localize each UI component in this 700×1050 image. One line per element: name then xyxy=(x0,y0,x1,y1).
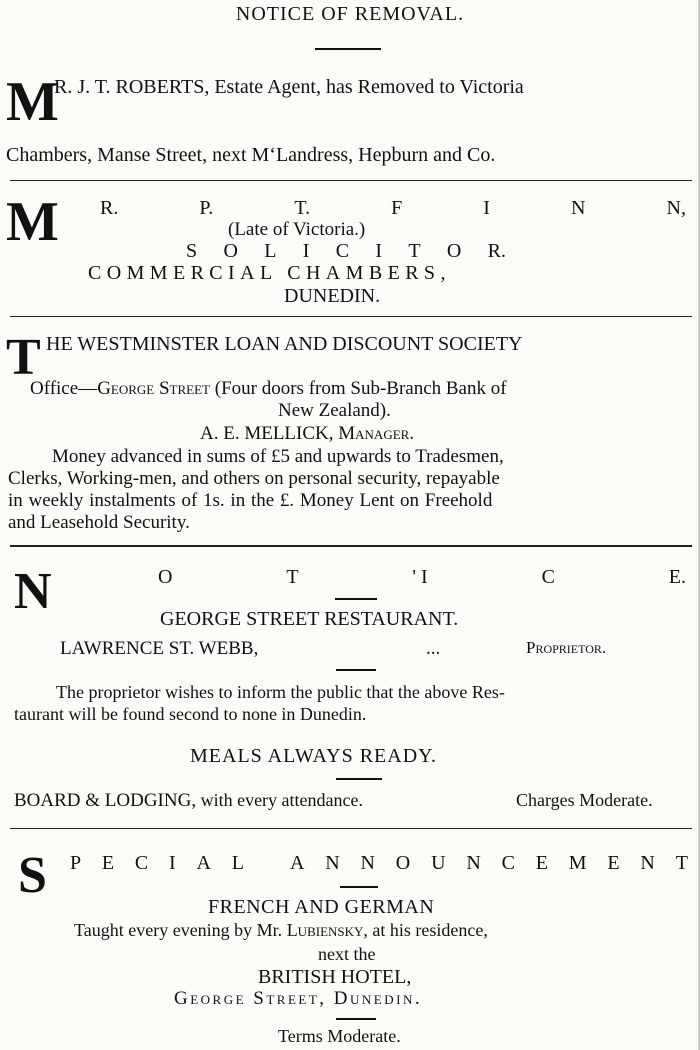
office-street: George Street xyxy=(97,378,210,399)
short-dash xyxy=(336,1018,376,1020)
heading-letter: E xyxy=(607,852,620,874)
finn-dropcap: M xyxy=(6,191,59,253)
loan-body-line4: and Leasehold Security. xyxy=(8,512,190,533)
restaurant-owner-title: Proprietor. xyxy=(526,638,607,657)
loan-office-line2: New Zealand). xyxy=(278,400,391,421)
removal-title: NOTICE OF REMOVAL. xyxy=(235,3,465,25)
notice-letter: T xyxy=(286,566,299,588)
finn-chambers: COMMERCIAL CHAMBERS, xyxy=(88,262,451,284)
finn-letter: F xyxy=(391,197,403,219)
short-dash xyxy=(315,48,381,50)
rule xyxy=(10,545,692,547)
heading-letter: N xyxy=(640,852,655,874)
notice-letter: E. xyxy=(668,566,686,588)
finn-letter: I xyxy=(483,197,490,219)
special-terms: Terms Moderate. xyxy=(278,1026,401,1046)
restaurant-body-line1: The proprietor wishes to inform the public that the above Res- xyxy=(56,682,505,702)
heading-letter: P xyxy=(70,852,82,874)
finn-city: DUNEDIN. xyxy=(284,285,381,307)
rule xyxy=(10,316,692,317)
office-rest: (Four doors from Sub-Branch Bank of xyxy=(210,378,507,399)
heading-letter: M xyxy=(568,852,587,874)
heading-letter: I xyxy=(169,852,176,874)
restaurant-name: GEORGE STREET RESTAURANT. xyxy=(160,608,459,630)
solicitor-letter: R. xyxy=(487,240,506,262)
restaurant-board xyxy=(14,790,363,812)
taught-prefix: Taught every evening by Mr. xyxy=(74,920,287,940)
heading-letter: N xyxy=(466,852,481,874)
loan-body-line2: Clerks, Working-men, and others on personal security, repayable xyxy=(8,468,500,489)
solicitor-letter: O xyxy=(223,240,238,262)
heading-letter: C xyxy=(501,852,515,874)
loan-body-line3: in weekly instalments of 1s. in the £. Money Lent on Freehold xyxy=(8,490,493,511)
loan-body-line1: Money advanced in sums of £5 and upwards to Tradesmen, xyxy=(52,446,504,467)
special-languages: FRENCH AND GERMAN xyxy=(208,896,435,918)
office-prefix: Office— xyxy=(30,378,98,399)
removal-line2: Chambers, Manse Street, next M‘Landress, Hepburn and Co. xyxy=(6,144,496,166)
finn-letter: N xyxy=(571,197,586,219)
special-hotel: BRITISH HOTEL, xyxy=(258,966,412,988)
manager-name: A. E. MELLICK, xyxy=(200,423,339,444)
finn-name-spaced xyxy=(100,197,686,220)
solicitor-letter: T xyxy=(408,240,421,262)
restaurant-dots: ... xyxy=(426,638,441,659)
heading-letter: A xyxy=(196,852,211,874)
heading-letter: N xyxy=(360,852,375,874)
heading-letter: N xyxy=(325,852,340,874)
taught-suffix: , at his residence, xyxy=(363,920,488,940)
special-taught xyxy=(74,920,488,941)
short-dash xyxy=(340,886,378,888)
restaurant-meals: MEALS ALWAYS READY. xyxy=(190,745,437,767)
solicitor-letter: S xyxy=(186,240,198,262)
board-rest: with every attendance. xyxy=(196,790,363,810)
rule xyxy=(10,828,692,829)
rule xyxy=(10,180,692,181)
heading-letter: T xyxy=(675,852,688,874)
solicitor-letter: C xyxy=(335,240,350,262)
short-dash xyxy=(335,598,377,600)
finn-letter: R. xyxy=(100,197,119,219)
manager-title: Manager. xyxy=(338,423,415,444)
short-dash xyxy=(336,669,376,671)
notice-letter: C xyxy=(541,566,555,588)
special-dropcap: S xyxy=(18,847,47,904)
removal-line1: R. J. T. ROBERTS, Estate Agent, has Removed to Victoria xyxy=(54,76,524,98)
finn-letter: N, xyxy=(666,197,686,219)
teacher-name: Lubiensky xyxy=(286,920,364,940)
notice-dropcap: N xyxy=(14,563,52,620)
finn-solicitor xyxy=(186,240,506,263)
loan-dropcap: T xyxy=(6,329,41,386)
heading-letter: E xyxy=(101,852,115,874)
finn-late: (Late of Victoria.) xyxy=(228,219,366,240)
special-word1 xyxy=(70,852,244,875)
restaurant-charges: Charges Moderate. xyxy=(516,790,653,810)
heading-letter: U xyxy=(431,852,446,874)
heading-letter: E xyxy=(535,852,548,874)
special-next: next the xyxy=(318,944,376,964)
notice-letter: O xyxy=(158,566,173,588)
special-street: George Street, Dunedin. xyxy=(174,988,423,1009)
solicitor-letter: I xyxy=(302,240,310,262)
notice-letter: ' I xyxy=(412,566,428,588)
board-label: BOARD & LODGING, xyxy=(14,790,197,811)
short-dash xyxy=(336,778,382,780)
removal-dropcap: M xyxy=(6,71,59,133)
solicitor-letter: O xyxy=(446,240,462,262)
finn-letter: P. xyxy=(199,197,214,219)
solicitor-letter: I xyxy=(375,240,383,262)
special-word2 xyxy=(290,852,688,875)
heading-letter: O xyxy=(395,852,411,874)
heading-letter: A xyxy=(290,852,305,874)
loan-office xyxy=(30,378,507,400)
notice-spaced xyxy=(158,566,686,589)
finn-letter: T. xyxy=(294,197,311,219)
loan-title: HE WESTMINSTER LOAN AND DISCOUNT SOCIETY xyxy=(46,333,523,355)
heading-letter: C xyxy=(134,852,149,874)
loan-manager xyxy=(200,423,414,445)
heading-letter: L xyxy=(231,852,244,874)
restaurant-body-line2: taurant will be found second to none in Dunedin. xyxy=(14,704,367,724)
restaurant-owner: LAWRENCE ST. WEBB, xyxy=(60,638,259,659)
solicitor-letter: L xyxy=(264,240,277,262)
